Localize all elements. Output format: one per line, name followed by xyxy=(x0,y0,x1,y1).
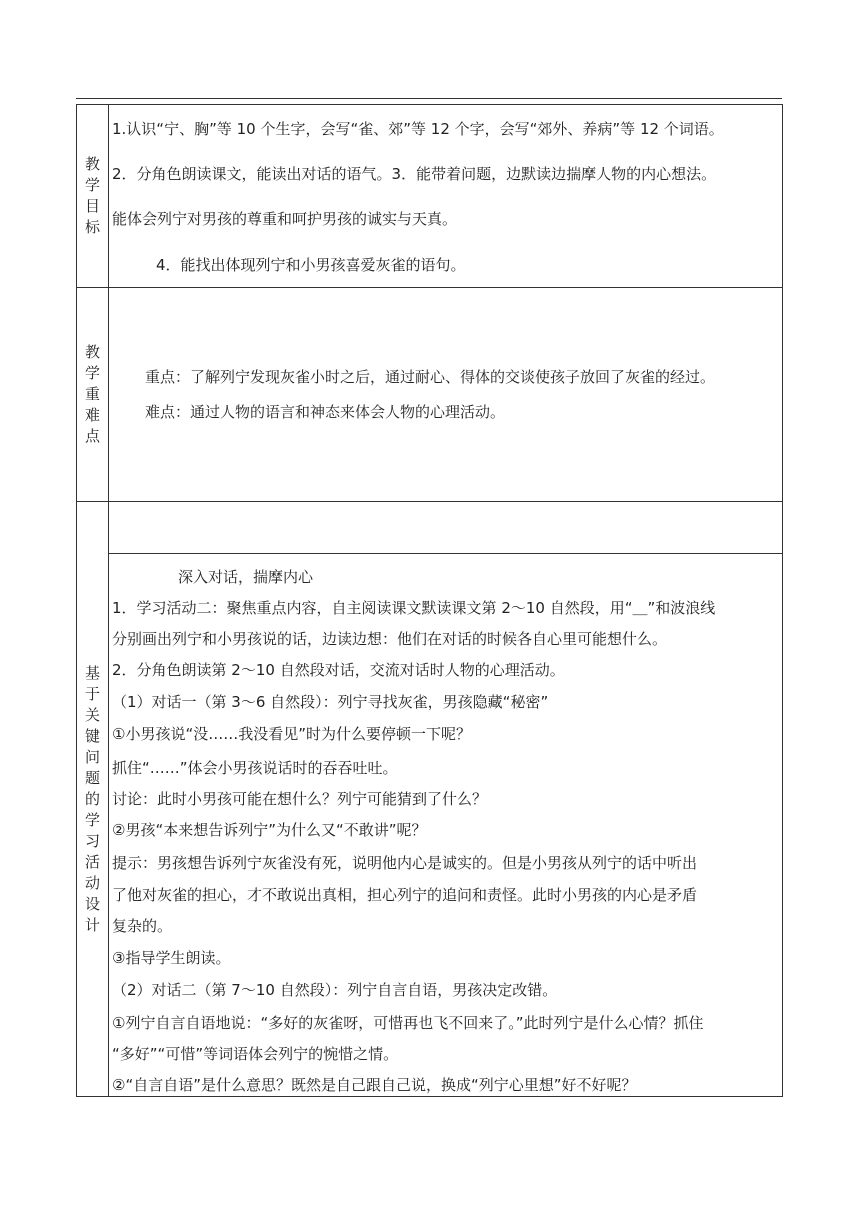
row-divider-objectives xyxy=(76,287,783,288)
objective-line: 2．分角色朗读课文，能读出对话的语气。3．能带着问题，边默读边揣摩人物的内心想法。 xyxy=(112,165,717,183)
design-line: ③指导学生朗读。 xyxy=(112,949,231,967)
objectives-label: 教 学 目 标 xyxy=(84,155,100,236)
design-line: 提示：男孩想告诉列宁灰雀没有死，说明他内心是诚实的。但是小男孩从列宁的话中听出 xyxy=(112,854,698,872)
difficulty-label: 教 学 重 难 点 xyxy=(84,343,100,445)
design-line: 2．分角色朗读第 2～10 自然段对话，交流对话时人物的心理活动。 xyxy=(112,661,565,679)
design-line: 了他对灰雀的担心，才不敢说出真相，担心列宁的追问和责怪。此时小男孩的内心是矛盾 xyxy=(112,886,698,904)
design-line: ②“自言自语”是什么意思？既然是自己跟自己说，换成“列宁心里想”好不好呢？ xyxy=(112,1076,637,1094)
design-line: 抓住“……”体会小男孩说话时的吞吞吐吐。 xyxy=(112,759,398,777)
label-column-divider xyxy=(108,104,109,1097)
design-heading: 深入对话，揣摩内心 xyxy=(178,568,314,586)
design-line: 讨论：此时小男孩可能在想什么？列宁可能猜到了什么？ xyxy=(112,790,488,808)
design-line: ②男孩“本来想告诉列宁”为什么又“不敢讲”呢？ xyxy=(112,821,427,839)
objective-line: 1.认识“宁、胸”等 10 个生字，会写“雀、郊”等 12 个字，会写“郊外、养病”等 12 个词语。 xyxy=(112,120,724,138)
design-line: “多好”“可惜”等词语体会列宁的惋惜之情。 xyxy=(112,1045,399,1063)
objective-line: 4．能找出体现列宁和小男孩喜爱灰雀的语句。 xyxy=(156,256,466,274)
hard-point: 难点：通过人物的语言和神态来体会人物的心理活动。 xyxy=(145,403,506,421)
design-label: 基 于 关 键 问 题 的 学 习 活 动 设 计 xyxy=(84,663,100,934)
header-rule xyxy=(76,98,782,99)
design-line: （2）对话二（第 7～10 自然段）：列宁自言自语，男孩决定改错。 xyxy=(112,981,558,999)
design-line: （1）对话一（第 3～6 自然段）：列宁寻找灰雀，男孩隐藏“秘密” xyxy=(112,693,549,711)
objective-line: 能体会列宁对男孩的尊重和呵护男孩的诚实与天真。 xyxy=(112,210,458,228)
design-line: 1．学习活动二：聚焦重点内容，自主阅读课文默读课文第 2～10 自然段，用“＿”和波浪线 xyxy=(112,599,716,617)
design-line: 复杂的。 xyxy=(112,917,173,935)
row-divider-difficulty xyxy=(76,501,783,502)
design-line: ①小男孩说“没……我没看见”时为什么要停顿一下呢？ xyxy=(112,725,471,743)
design-line: ①列宁自言自语地说：“多好的灰雀呀，可惜再也飞不回来了。”此时列宁是什么心情？抓住 xyxy=(112,1014,704,1032)
design-line: 分别画出列宁和小男孩说的话，边读边想：他们在对话的时候各自心里可能想什么。 xyxy=(112,630,668,648)
key-point: 重点：了解列宁发现灰雀小时之后，通过耐心、得体的交谈使孩子放回了灰雀的经过。 xyxy=(145,368,716,386)
row-divider-design-header xyxy=(108,553,783,554)
